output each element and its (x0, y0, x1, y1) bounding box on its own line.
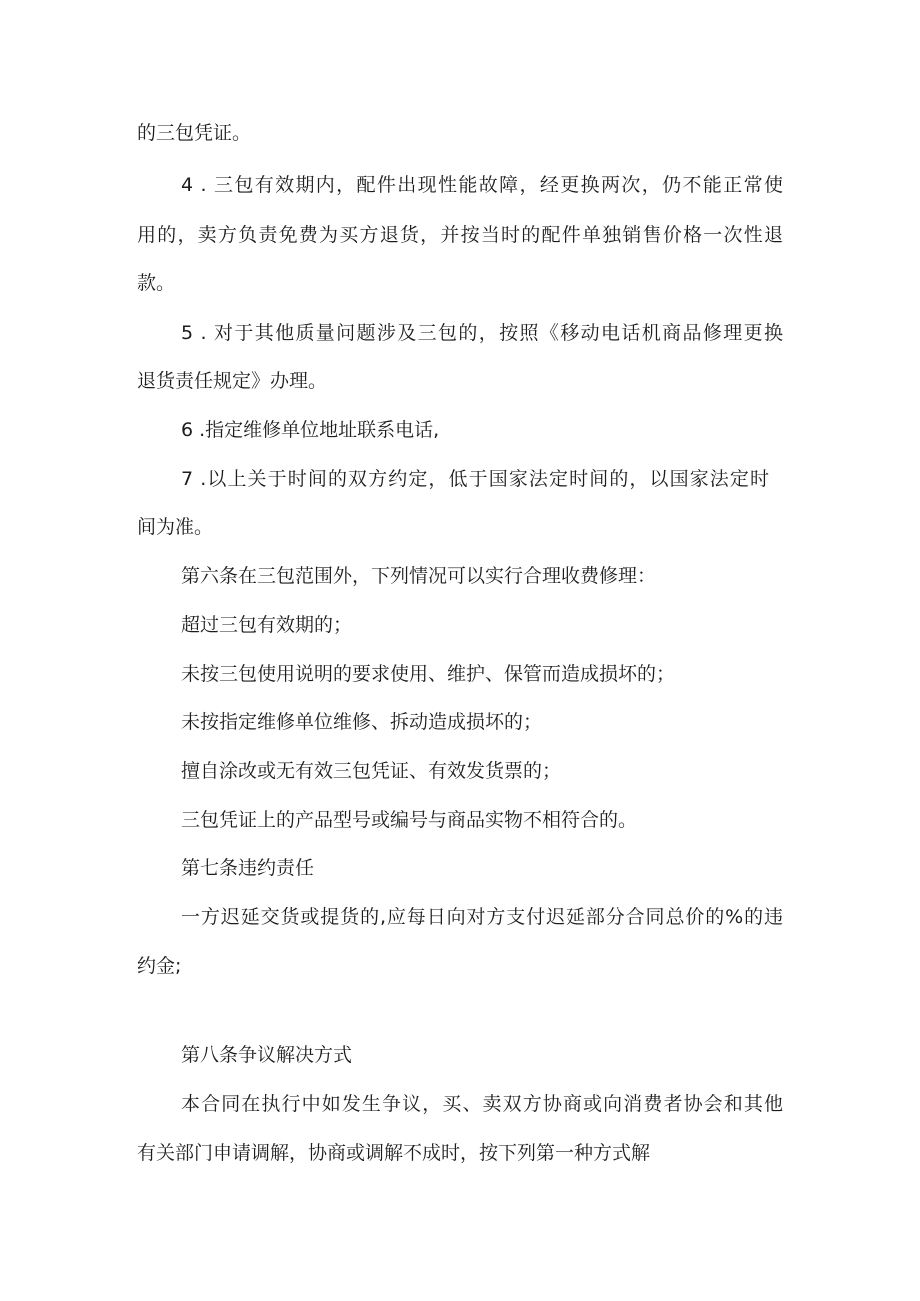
text-line: 间为准。 (137, 516, 214, 538)
text-line: 款。 (137, 272, 176, 294)
text-line: 5 . 对于其他质量问题涉及三包的，按照《移动电话机商品修理更换 (181, 322, 783, 344)
text-line: 第六条在三包范围外，下列情况可以实行合理收费修理： (181, 565, 657, 587)
text-line: 本合同在执行中如发生争议，买、卖双方协商或向消费者协会和其他 (181, 1093, 783, 1115)
section-heading: 第八条争议解决方式 (181, 1044, 353, 1066)
section-heading: 第七条违约责任 (181, 857, 315, 879)
text-line: 一方迟延交货或提货的,应每日向对方支付迟延部分合同总价的%的违 (181, 906, 783, 928)
text-line: 有关部门申请调解，协商或调解不成时，按下列第一种方式解 (137, 1142, 651, 1164)
text-line: 未按三包使用说明的要求使用、维护、保管而造成损坏的； (181, 663, 676, 685)
text-line: 的三包凭证。 (137, 122, 252, 144)
text-line: 用的，卖方负责免费为买方退货，并按当时的配件单独销售价格一次性退 (137, 224, 783, 246)
text-line: 4 . 三包有效期内，配件出现性能故障，经更换两次，仍不能正常使 (181, 174, 783, 196)
text-line: 超过三包有效期的； (181, 614, 353, 636)
text-line: 约金; (137, 955, 182, 977)
text-line: 退货责任规定》办理。 (137, 370, 328, 392)
text-line: 擅自涂改或无有效三包凭证、有效发货票的； (181, 760, 562, 782)
text-line: 6 .指定维修单位地址联系电话, (181, 419, 440, 441)
text-line: 未按指定维修单位维修、拆动造成损坏的； (181, 711, 543, 733)
text-line: 7 .以上关于时间的双方约定，低于国家法定时间的，以国家法定时 (181, 468, 769, 490)
text-line: 三包凭证上的产品型号或编号与商品实物不相符合的。 (181, 809, 638, 831)
